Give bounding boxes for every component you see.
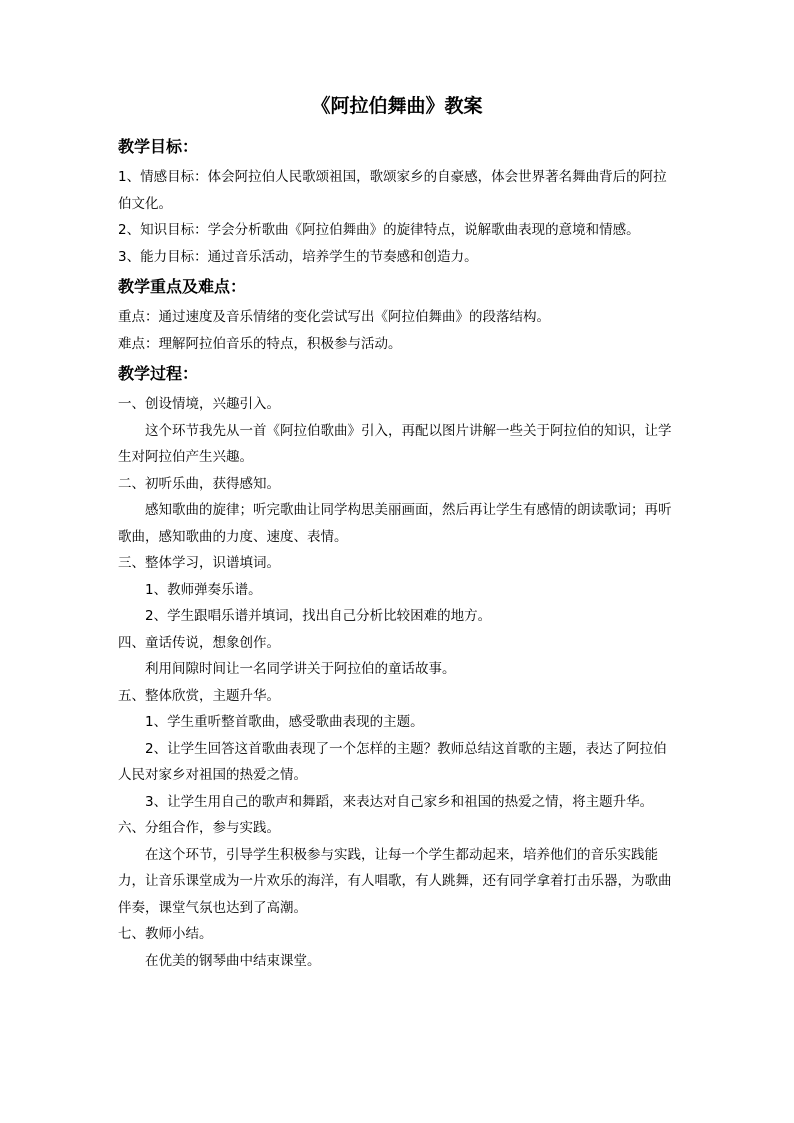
objective-item-2: 2、知识目标：学会分析歌曲《阿拉伯舞曲》的旋律特点，说解歌曲表现的意境和情感。 (118, 222, 640, 238)
process-step-1-title: 一、创设情境，兴趣引入。 (118, 396, 280, 412)
keypoint-focus: 重点：通过速度及音乐情绪的变化尝试写出《阿拉伯舞曲》的段落结构。 (118, 309, 550, 325)
keypoint-difficulty: 难点：理解阿拉伯音乐的特点，积极参与活动。 (118, 335, 402, 352)
process-step-2-para-1: 感知歌曲的旋律；听完歌曲让同学构思美丽画面，然后再让学生有感情的朗读歌词；再听歌曲，感知歌曲的力度、速度、表情。 (118, 502, 672, 545)
objective-item-1: 1、情感目标：体会阿拉伯人民歌颂祖国，歌颂家乡的自豪感，体会世界著名舞曲背后的阿拉伯文化。 (118, 169, 667, 212)
process-step-5-title: 五、整体欣赏，主题升华。 (118, 687, 280, 704)
section-heading-process: 教学过程： (118, 364, 199, 383)
section-keypoints (118, 274, 676, 357)
process-step-4-title: 四、童话传说，想象创作。 (118, 634, 280, 651)
process-step-7-title: 七、教师小结。 (118, 926, 213, 942)
document-title: 《阿拉伯舞曲》教案 (311, 95, 483, 117)
process-step-2-title: 二、初听乐曲，获得感知。 (118, 475, 280, 492)
process-step-5-para-2: 2、让学生回答这首歌曲表现了一个怎样的主题？教师总结这首歌的主题，表达了阿拉伯人民对家乡对祖国的热爱之情。 (118, 740, 667, 783)
process-step-5-para-3: 3、让学生用自己的歌声和舞蹈，来表达对自己家乡和祖国的热爱之情，将主题升华。 (145, 793, 654, 810)
section-heading-keypoints: 教学重点及难点： (118, 277, 247, 296)
process-step-3-para-1: 1、教师弹奏乐谱。 (145, 581, 262, 598)
process-step-5-para-1: 1、学生重听整首歌曲，感受歌曲表现的主题。 (145, 714, 424, 730)
objective-item-3: 3、能力目标：通过音乐活动，培养学生的节奏感和创造力。 (118, 248, 478, 265)
section-objectives (118, 134, 676, 270)
process-step-1-para-1: 这个环节我先从一首《阿拉伯歌曲》引入，再配以图片讲解一些关于阿拉伯的知识，让学生对阿拉伯产生兴趣。 (118, 422, 672, 465)
section-heading-objectives: 教学目标： (118, 137, 199, 156)
process-step-4-para-1: 利用间隙时间让一名同学讲关于阿拉伯的童话故事。 (145, 661, 456, 677)
process-step-6-title: 六、分组合作，参与实践。 (118, 820, 280, 836)
process-step-3-title: 三、整体学习，识谱填词。 (118, 555, 280, 571)
process-step-3-para-2: 2、学生跟唱乐谱并填词，找出自己分析比较困难的地方。 (145, 608, 492, 624)
process-step-7-para-1: 在优美的钢琴曲中结束课堂。 (145, 952, 321, 969)
process-step-6-para-1: 在这个环节，引导学生积极参与实践，让每一个学生都动起来，培养他们的音乐实践能力，让音乐课堂成为一片欢乐的海洋，有人唱歌，有人跳舞，还有同学拿着打击乐器，为歌曲伴奏，课堂气氛也达到了高潮。 (118, 846, 672, 916)
section-process (118, 361, 676, 974)
